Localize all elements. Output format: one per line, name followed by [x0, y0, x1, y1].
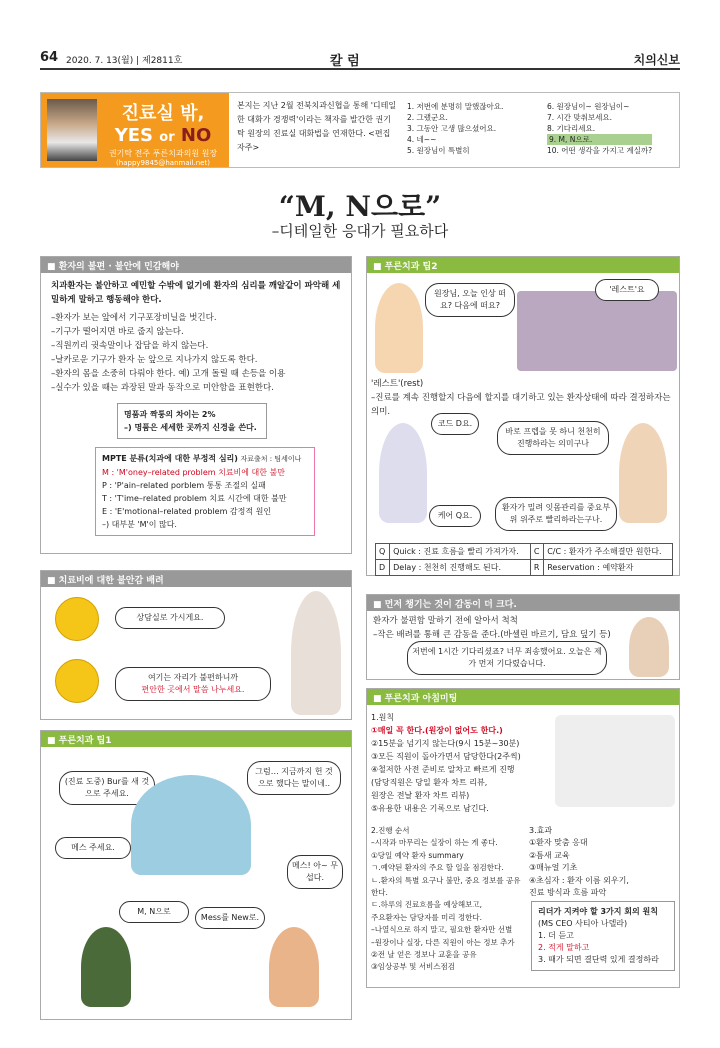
speech-bubble: M, N으로	[119, 901, 189, 923]
speech-bubble: 바로 프렙을 못 하니 천천히 진행하라는 의미구나	[497, 421, 609, 455]
speech-bubble: 메스! 아~ 무섭다.	[287, 855, 343, 889]
character-figure	[81, 927, 131, 1007]
intro-text: 본지는 지난 2월 전북치과신협을 통해 '디테일한 대화가 경쟁력'이라는 책자를 발간한 권기탁 원장의 진료실 대화법을 연재한다. <편집자주>	[237, 101, 397, 152]
leader-rules: 리더가 지켜야 할 3가지 회의 원칙 (MS CEO 사티아 나델라) 1. 더 듣고 2. 적게 말하고 3. 때가 되면 결단력 있게 결정하라	[531, 901, 675, 971]
paper-name: 치의신보	[633, 53, 680, 67]
speech-bubble: 환자가 밀려 잇몸관리를 중요부위 위주로 빨리하라는구나.	[495, 497, 617, 531]
speech-bubble: 메스 주세요.	[55, 837, 131, 859]
speech-bubble: 원장님, 오늘 인상 떠요? 다음에 떠요?	[425, 283, 515, 317]
page-number: 64	[40, 50, 59, 65]
nurse-figure	[291, 591, 341, 715]
page-header	[40, 50, 680, 70]
nurse-figure	[375, 283, 423, 373]
speech-bubble: 저번에 1시간 기다리셨죠? 너무 죄송했어요. 오늘은 제가 먼저 기다렸습니다.	[407, 641, 607, 675]
toc-current: 9. M, N으로.	[547, 134, 652, 145]
column-banner	[40, 92, 680, 168]
author-photo	[47, 99, 97, 161]
dentist-figure	[629, 617, 669, 677]
speech-bubble: 상담실로 가시게요.	[115, 607, 225, 629]
dental-photo	[517, 291, 677, 371]
box-heading: ■ 푸른치과 아침미팅	[367, 689, 679, 705]
code-table: Q Quick : 진료 흐름을 빨리 가져가자. C C/C : 환자가 주소해결만 원한다. D Delay : 천천히 진행해도 된다. R Reservation : 예약환자	[375, 543, 673, 576]
box-tip2	[366, 256, 680, 576]
box-heading: ■ 푸른치과 팁2	[367, 257, 679, 273]
dentist-figure	[379, 423, 427, 523]
speech-bubble: '레스트'요	[595, 279, 659, 301]
dentist-illustration	[131, 775, 251, 875]
speech-bubble: 코드 D요.	[431, 413, 479, 435]
author-byline: 권기탁 전주 푸른치과의원 원장	[108, 149, 218, 158]
toc-right: 6. 원장님이~ 원장님이~ 7. 시간 맞춰보세요. 8. 기다리세요. 9. M, N으로. 10. 어떤 생각을 가지고 계실까?	[547, 102, 653, 155]
rest-term: '레스트'(rest)	[371, 379, 424, 389]
box-tip1	[40, 730, 352, 1020]
speech-bubble: 여기는 자리가 불편하니까 편안한 곳에서 말씀 나누세요.	[115, 667, 271, 701]
sad-face-icon	[55, 597, 99, 641]
speech-bubble: 그럼… 지금까지 헌 것으로 했다는 말이네..	[247, 761, 341, 795]
rest-desc: –진료를 계속 진행할지 다음에 할지를 대기하고 있는 환자상태에 따라 결정하자는 의미.	[371, 393, 671, 417]
section-title: 칼 럼	[330, 54, 360, 69]
smile-face-icon	[55, 659, 99, 703]
speech-bubble: Mess를 New로.	[195, 907, 265, 929]
box-anxiety: ■ 환자의 불편 · 불안에 민감해야 치과환자는 불안하고 예민할 수밖에 없기에 환자의 심리를 깨알같이 파악해 세밀하게 말하고 행동해야 한다. –환자가 보는 앞에서 기구포장비닐을 벗긴다. –기구가 떨어지면 바로 줍지 않는다. –직원끼리 귓속말이나 잡담을 하지 않는다. –날카로운 기구가 환자 눈 앞으로 지나가지 않도록 한다. –환자의 몸을 소중히 다뤄야 한다. 예) 고개 돌릴 때 손등을 이용 –실수가 있을 때는 과장된 말과 동작으로 미안함을 표현한다. 명품과 짝퉁의 차이는 2% –) 명품은 세세한 곳까지 신경을 쓴다. MPTE 분류(치과에 대한 부정적 심리) 자료출처 : 팀세이나 M : 'M'oney–related problem 치료비에 대한 불만 P : 'P'ain–related porblem 통통 조절의 실패 T : 'T'ime–related problem 치료 시간에 대한 불만 E : 'E'motional–related problem 감정적 원인 –) 대부분 'M'이 많다.	[40, 256, 352, 554]
speech-bubble: 케어 Q요.	[429, 505, 481, 527]
quote-box: 명품과 짝퉁의 차이는 2% –) 명품은 세세한 곳까지 신경을 쓴다.	[117, 403, 267, 439]
column-name: 진료실 밖, YES or NO 권기탁 전주 푸른치과의원 원장 (happy9845@hanmail.net)	[103, 99, 223, 167]
box-heading: ■ 환자의 불편 · 불안에 민감해야	[41, 257, 351, 273]
meeting-effects: 3.효과 ①환자 맞춤 응대 ②틈새 교육 ③매뉴얼 기초 ④초심자 : 환자 이름 외우기, 진료 방식과 흐름 파악	[529, 826, 629, 898]
mpte-box: MPTE 분류(치과에 대한 부정적 심리) 자료출처 : 팀세이나 M : 'M'oney–related problem 치료비에 대한 불만 P : 'P'ain–related porblem 통통 조절의 실패 T : 'T'ime–related problem 치료 시간에 대한 불만 E : 'E'motional–related problem 감정적 원인 –) 대부분 'M'이 많다.	[95, 447, 315, 536]
speech-bubble: (진료 도중) Bur를 새 것으로 주세요.	[59, 771, 155, 805]
article-subtitle: –디테일한 응대가 필요하다	[271, 222, 449, 240]
author-email: (happy9845@hanmail.net)	[116, 159, 210, 167]
principles: 1.원칙 ①매일 꼭 한다.(원장이 없어도 한다.) ②15분을 넘기지 않는다(9시 15분~30분) ③모든 직원이 돌아가면서 담당한다(2주씩) ④철저한 사전 준비로 알차고 빠르게 진행 (담당직원은 당일 환자 차트 리뷰, 원장은 전날 환자 차트 리뷰) ⑤유용한 내용은 기록으로 남긴다.	[371, 713, 521, 813]
meeting-illustration	[555, 715, 675, 807]
box-morning-meeting	[366, 688, 680, 988]
box-cost-care	[40, 570, 352, 720]
box-heading: ■ 먼저 챙기는 것이 감동이 더 크다.	[367, 595, 679, 611]
column-brand	[41, 93, 229, 167]
box-heading: ■ 치료비에 대한 불안감 배려	[41, 571, 351, 587]
article-title: “M, N으로”	[278, 190, 442, 223]
meeting-order: 2.진행 순서 –시작과 마무리는 실장이 하는 게 좋다. ①당일 예약 환자 summary ㄱ.예약된 환자의 주요 할 일을 점검한다. ㄴ.환자의 특별 요구나 불만, 중요 정보를 공유한다. ㄷ.하루의 진료흐름을 예상해보고, 주요환자는 담당자를 미리 정한다. –나열식으로 하지 말고, 필요한 환자만 선별 –원장이나 실장, 다른 직원이 아는 정보 추가 ②전 날 얻은 정보나 교훈을 공유 ③임상공부 및 서비스점검	[371, 826, 521, 972]
box-heading: ■ 푸른치과 팁1	[41, 731, 351, 747]
box-care-first: ■ 먼저 챙기는 것이 감동이 더 크다. 환자가 불편함 말하기 전에 알아서 척척 –작은 배려를 통해 큰 감동을 준다.(바셀린 바르기, 담요 덮기 등) 저번에 1시간 기다리셨죠? 너무 죄송했어요. 오늘은 제가 먼저 기다렸습니다.	[366, 594, 680, 680]
toc-left: 1. 저번에 분명히 말했잖아요. 2. 그랬군요. 3. 그동안 고생 많으셨어요. 4. 네~~ 5. 원장님이 특별히	[407, 102, 504, 155]
issue-info: 2020. 7. 13(월) | 제2811호	[66, 56, 183, 66]
nurse-figure	[619, 423, 667, 523]
nurse-figure	[269, 927, 319, 1007]
